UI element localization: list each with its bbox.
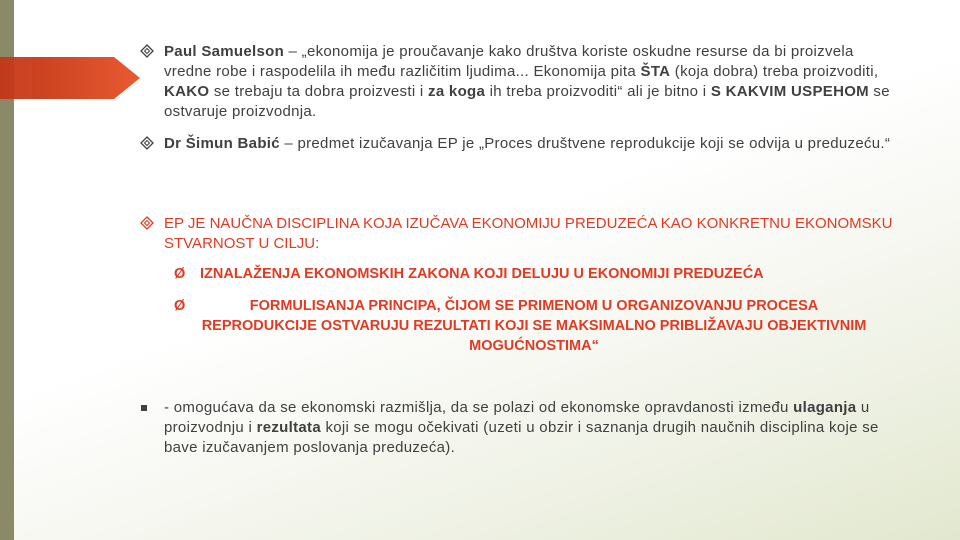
text-run: se trebaju ta dobra proizvesti i (209, 83, 429, 100)
text-run: – predmet izučavanja EP je „Proces društvene reprodukcije koji se odvija u preduzeću.“ (279, 135, 891, 152)
sub-item-text: FORMULISANJA PRINCIPA, ČIJOM SE PRIMENOM U ORGANIZOVANJU PROCESA REPRODUKCIJE OSTVARUJU REZULTATI KOJI SE MAKSIMALNO PRIBLIŽAVAJU OBJEKTIVNIM MOGUĆNOSTIMA“ (201, 298, 867, 354)
author-name: Paul Samuelson (164, 43, 285, 60)
paragraph-text (164, 398, 904, 458)
keyword-sta: ŠTA (640, 63, 671, 80)
diamond-outline-icon (140, 216, 154, 230)
keyword-s-kakvim-uspehom: S KAKVIM USPEHOM (710, 83, 869, 100)
author-name: Dr Šimun Babić (164, 135, 280, 152)
text-run: ih treba proizvoditi“ ali je bitno i (485, 83, 711, 100)
text-run: (koja dobra) treba proizvoditi, (670, 63, 879, 80)
text-run: – „ekonomija je proučavanje kako društva koriste oskudne resurse da bi proizvela vredne robe i raspodelila ih među različitim ljudima... Ekonomija pita (164, 43, 854, 80)
text-run: se ostvaruje proizvodnja. (164, 83, 890, 120)
paragraph-text (164, 42, 904, 122)
paragraph-text (164, 134, 904, 154)
keyword-za-koga: za koga (428, 83, 486, 100)
sub-item (172, 296, 872, 356)
text-run: u proizvodnju i (164, 399, 870, 436)
sub-item-text: IZNALAŽENJA EKONOMSKIH ZAKONA KOJI DELUJU U EKONOMIJI PREDUZEĆA (200, 266, 764, 282)
keyword-kako: KAKO (164, 83, 210, 100)
arrowhead-icon: Ø (174, 298, 186, 314)
square-bullet-icon (141, 405, 147, 411)
keyword-rezultata: rezultata (256, 419, 321, 436)
text-run: koji se mogu očekivati (uzeti u obzir i saznanja drugih naučnih disciplina koje se bave izučavanjem poslovanja preduzeća). (164, 419, 879, 456)
text-run: - omogućava da se ekonomski razmišlja, da se polazi od ekonomske opravdanosti između (164, 399, 794, 416)
sub-item (172, 264, 872, 284)
arrowhead-icon: Ø (174, 266, 186, 282)
diamond-outline-icon (140, 44, 154, 58)
paragraph-text: EP JE NAUČNA DISCIPLINA KOJA IZUČAVA EKONOMIJU PREDUZEĆA KAO KONKRETNU EKONOMSKU STVARNOST U CILJU: (164, 215, 893, 252)
diamond-outline-icon (140, 136, 154, 150)
keyword-ulaganja: ulaganja (793, 399, 857, 416)
